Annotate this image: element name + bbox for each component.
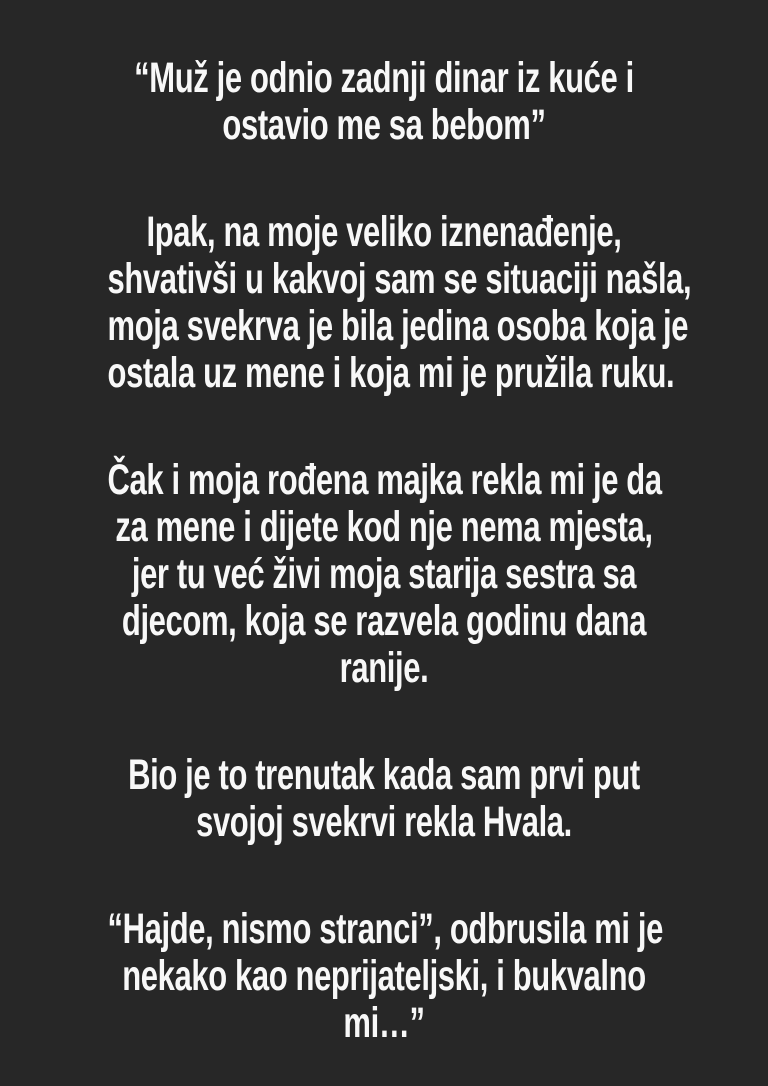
quote-text-line: za mene i dijete kod nje nema mjesta, (115, 503, 653, 551)
quote-text-line: Ipak, na moje veliko iznenađenje, (146, 208, 622, 256)
quote-text-line: svojoj svekrvi rekla Hvala. (196, 798, 572, 846)
quote-text-line: moja svekrva je bila jedina osoba koja je (107, 302, 689, 350)
quote-text-line: “Hajde, nismo stranci”, odbrusila mi je (107, 905, 663, 953)
quote-text-line: ranije. (339, 644, 429, 692)
quote-text-line: ostavio me sa bebom” (222, 101, 546, 149)
quote-text-line: nekako kao neprijateljski, i bukvalno (122, 952, 646, 1000)
closing-quote (0, 906, 768, 1047)
headline-quote (0, 55, 768, 149)
quote-text-line: ostala uz mene i koja mi je pružila ruku. (107, 349, 675, 397)
body-paragraph-1 (0, 209, 768, 397)
quote-text-line: shvativši u kakvoj sam se situaciji našla, (107, 255, 692, 303)
quote-text-line: mi…” (343, 999, 425, 1047)
body-paragraph-3 (0, 752, 768, 846)
quote-text-line: jer tu već živi moja starija sestra sa (131, 550, 637, 598)
quote-text-line: Čak i moja rođena majka rekla mi je da (107, 456, 662, 504)
quote-text-line: “Muž je odnio zadnji dinar iz kuće i (134, 54, 634, 102)
quote-text-line: Bio je to trenutak kada sam prvi put (128, 751, 640, 799)
body-paragraph-2 (0, 457, 768, 692)
quote-text-line: djecom, koja se razvela godinu dana (121, 597, 647, 645)
